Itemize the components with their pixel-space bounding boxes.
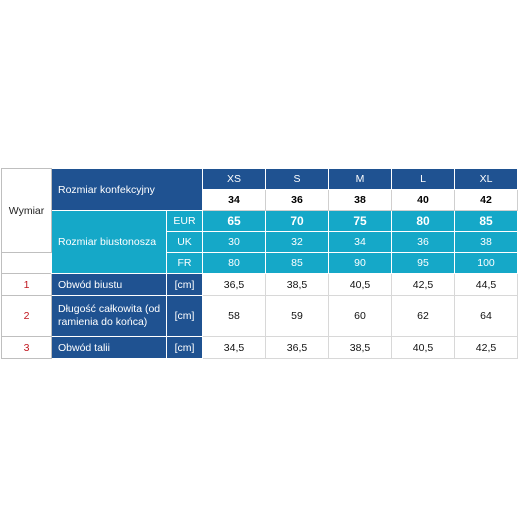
size-number: 36 <box>266 190 329 211</box>
bra-value: 75 <box>329 211 392 232</box>
measure-unit: [cm] <box>167 337 203 359</box>
size-number: 38 <box>329 190 392 211</box>
size-number: 40 <box>392 190 455 211</box>
measure-unit: [cm] <box>167 274 203 296</box>
measure-value: 60 <box>329 296 392 337</box>
bra-code: FR <box>167 253 203 274</box>
bra-value: 36 <box>392 232 455 253</box>
bra-value: 32 <box>266 232 329 253</box>
bra-code: EUR <box>167 211 203 232</box>
size-number: 42 <box>455 190 518 211</box>
size-number: 34 <box>203 190 266 211</box>
measure-value: 36,5 <box>203 274 266 296</box>
measure-value: 38,5 <box>266 274 329 296</box>
bra-value: 80 <box>203 253 266 274</box>
bra-value: 70 <box>266 211 329 232</box>
size-letter: L <box>392 169 455 190</box>
bra-value: 95 <box>392 253 455 274</box>
wymiar-spacer <box>2 253 52 274</box>
measure-value: 36,5 <box>266 337 329 359</box>
measure-unit: [cm] <box>167 296 203 337</box>
bra-row-eur <box>2 211 518 232</box>
measure-value: 59 <box>266 296 329 337</box>
measure-value: 40,5 <box>329 274 392 296</box>
rozmiar-konfekcyjny-header: Rozmiar konfekcyjny <box>52 169 203 211</box>
bra-value: 100 <box>455 253 518 274</box>
bra-value: 65 <box>203 211 266 232</box>
size-letter: M <box>329 169 392 190</box>
measure-value: 40,5 <box>392 337 455 359</box>
measure-value: 42,5 <box>455 337 518 359</box>
bra-value: 80 <box>392 211 455 232</box>
measure-row-waist <box>2 337 518 359</box>
rozmiar-biustonosza-header: Rozmiar biustonosza <box>52 211 167 274</box>
measure-value: 38,5 <box>329 337 392 359</box>
measure-value: 64 <box>455 296 518 337</box>
measure-row-length <box>2 296 518 337</box>
measure-row-bust <box>2 274 518 296</box>
measure-label: Obwód biustu <box>52 274 167 296</box>
size-chart <box>0 168 520 354</box>
measure-value: 62 <box>392 296 455 337</box>
bra-value: 38 <box>455 232 518 253</box>
size-letter-row <box>2 169 518 190</box>
wymiar-header: Wymiar <box>2 169 52 253</box>
bra-value: 30 <box>203 232 266 253</box>
size-table <box>1 168 518 359</box>
bra-value: 85 <box>455 211 518 232</box>
size-letter: XS <box>203 169 266 190</box>
measure-number: 2 <box>2 296 52 337</box>
measure-value: 42,5 <box>392 274 455 296</box>
size-letter: XL <box>455 169 518 190</box>
measure-label: Obwód talii <box>52 337 167 359</box>
measure-number: 1 <box>2 274 52 296</box>
measure-value: 58 <box>203 296 266 337</box>
bra-value: 85 <box>266 253 329 274</box>
measure-number: 3 <box>2 337 52 359</box>
bra-code: UK <box>167 232 203 253</box>
measure-value: 34,5 <box>203 337 266 359</box>
size-letter: S <box>266 169 329 190</box>
measure-label: Długość całkowita (od ramienia do końca) <box>52 296 167 337</box>
bra-value: 90 <box>329 253 392 274</box>
bra-value: 34 <box>329 232 392 253</box>
measure-value: 44,5 <box>455 274 518 296</box>
